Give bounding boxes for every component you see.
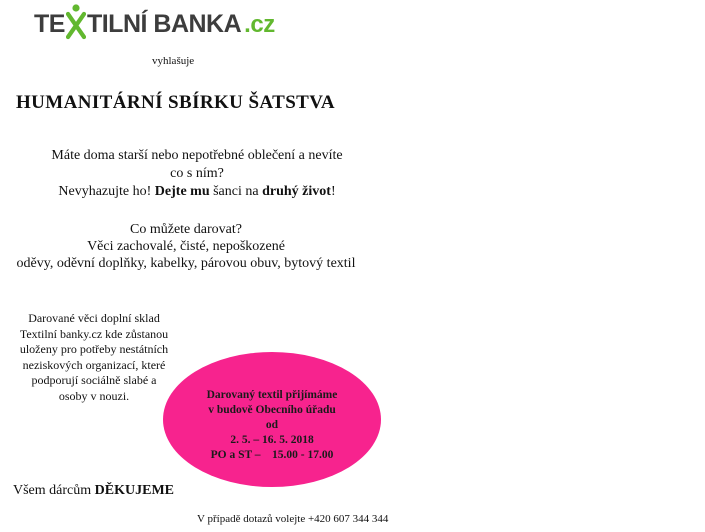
donate-items-list: oděvy, oděvní doplňky, kabelky, párovou obuv, bytový textil: [16, 256, 356, 271]
collection-line: Darovaný textil přijímáme: [206, 389, 338, 401]
logo-x-figure-icon: [66, 11, 86, 39]
collection-info-text: [180, 388, 364, 463]
stock-line: osoby v nouzi.: [58, 388, 130, 403]
intro-emphasis-druhy-zivot: druhý život: [262, 184, 331, 199]
collection-line: v budově Obecního úřadu: [208, 404, 336, 416]
stock-line: neziskových organizací, které: [22, 357, 166, 372]
logo-text-rest: TILNÍ BANKA: [86, 10, 242, 38]
intro-emphasis-dejte: Dejte mu: [154, 184, 210, 199]
stock-line: podporují sociálně slabé a: [31, 373, 157, 387]
donate-items-condition: Věci zachovalé, čisté, nepoškozené: [87, 239, 285, 254]
stock-line: uloženy pro potřeby nestátních: [19, 342, 169, 356]
contact-text: V případě dotazů volejte +420 607 344 344: [197, 513, 389, 525]
headline: HUMANITÁRNÍ SBÍRKU ŠATSTVA: [16, 92, 336, 113]
stock-line: Textilní banky.cz kde zůstanou: [19, 326, 169, 341]
collection-line: od: [265, 419, 279, 431]
collection-hours: PO a ST – 15.00 - 17.00: [210, 449, 334, 461]
textilni-banka-logo: [34, 3, 275, 39]
announces-text: vyhlašuje: [152, 55, 195, 67]
logo-tld: .cz: [244, 11, 275, 38]
thanks-emphasis: DĚKUJEME: [94, 483, 174, 498]
thanks-text: Všem dárcům DĚKUJEME: [13, 483, 174, 498]
donate-paragraph: [0, 221, 372, 272]
donate-question: Co můžete darovat?: [130, 222, 242, 237]
stock-paragraph: [8, 311, 180, 404]
stock-line: Darované věci doplní sklad: [28, 311, 160, 325]
intro-line-1: Máte doma starší nebo nepotřebné oblečení a nevíte: [51, 148, 343, 163]
intro-line-2: co s ním?: [170, 166, 224, 181]
logo-text-te: TE: [34, 10, 65, 38]
intro-line-3: Nevyhazujte ho! Dejte mu šanci na druhý život!: [58, 184, 336, 199]
collection-dates: 2. 5. – 16. 5. 2018: [230, 434, 314, 446]
intro-paragraph: [20, 147, 374, 201]
